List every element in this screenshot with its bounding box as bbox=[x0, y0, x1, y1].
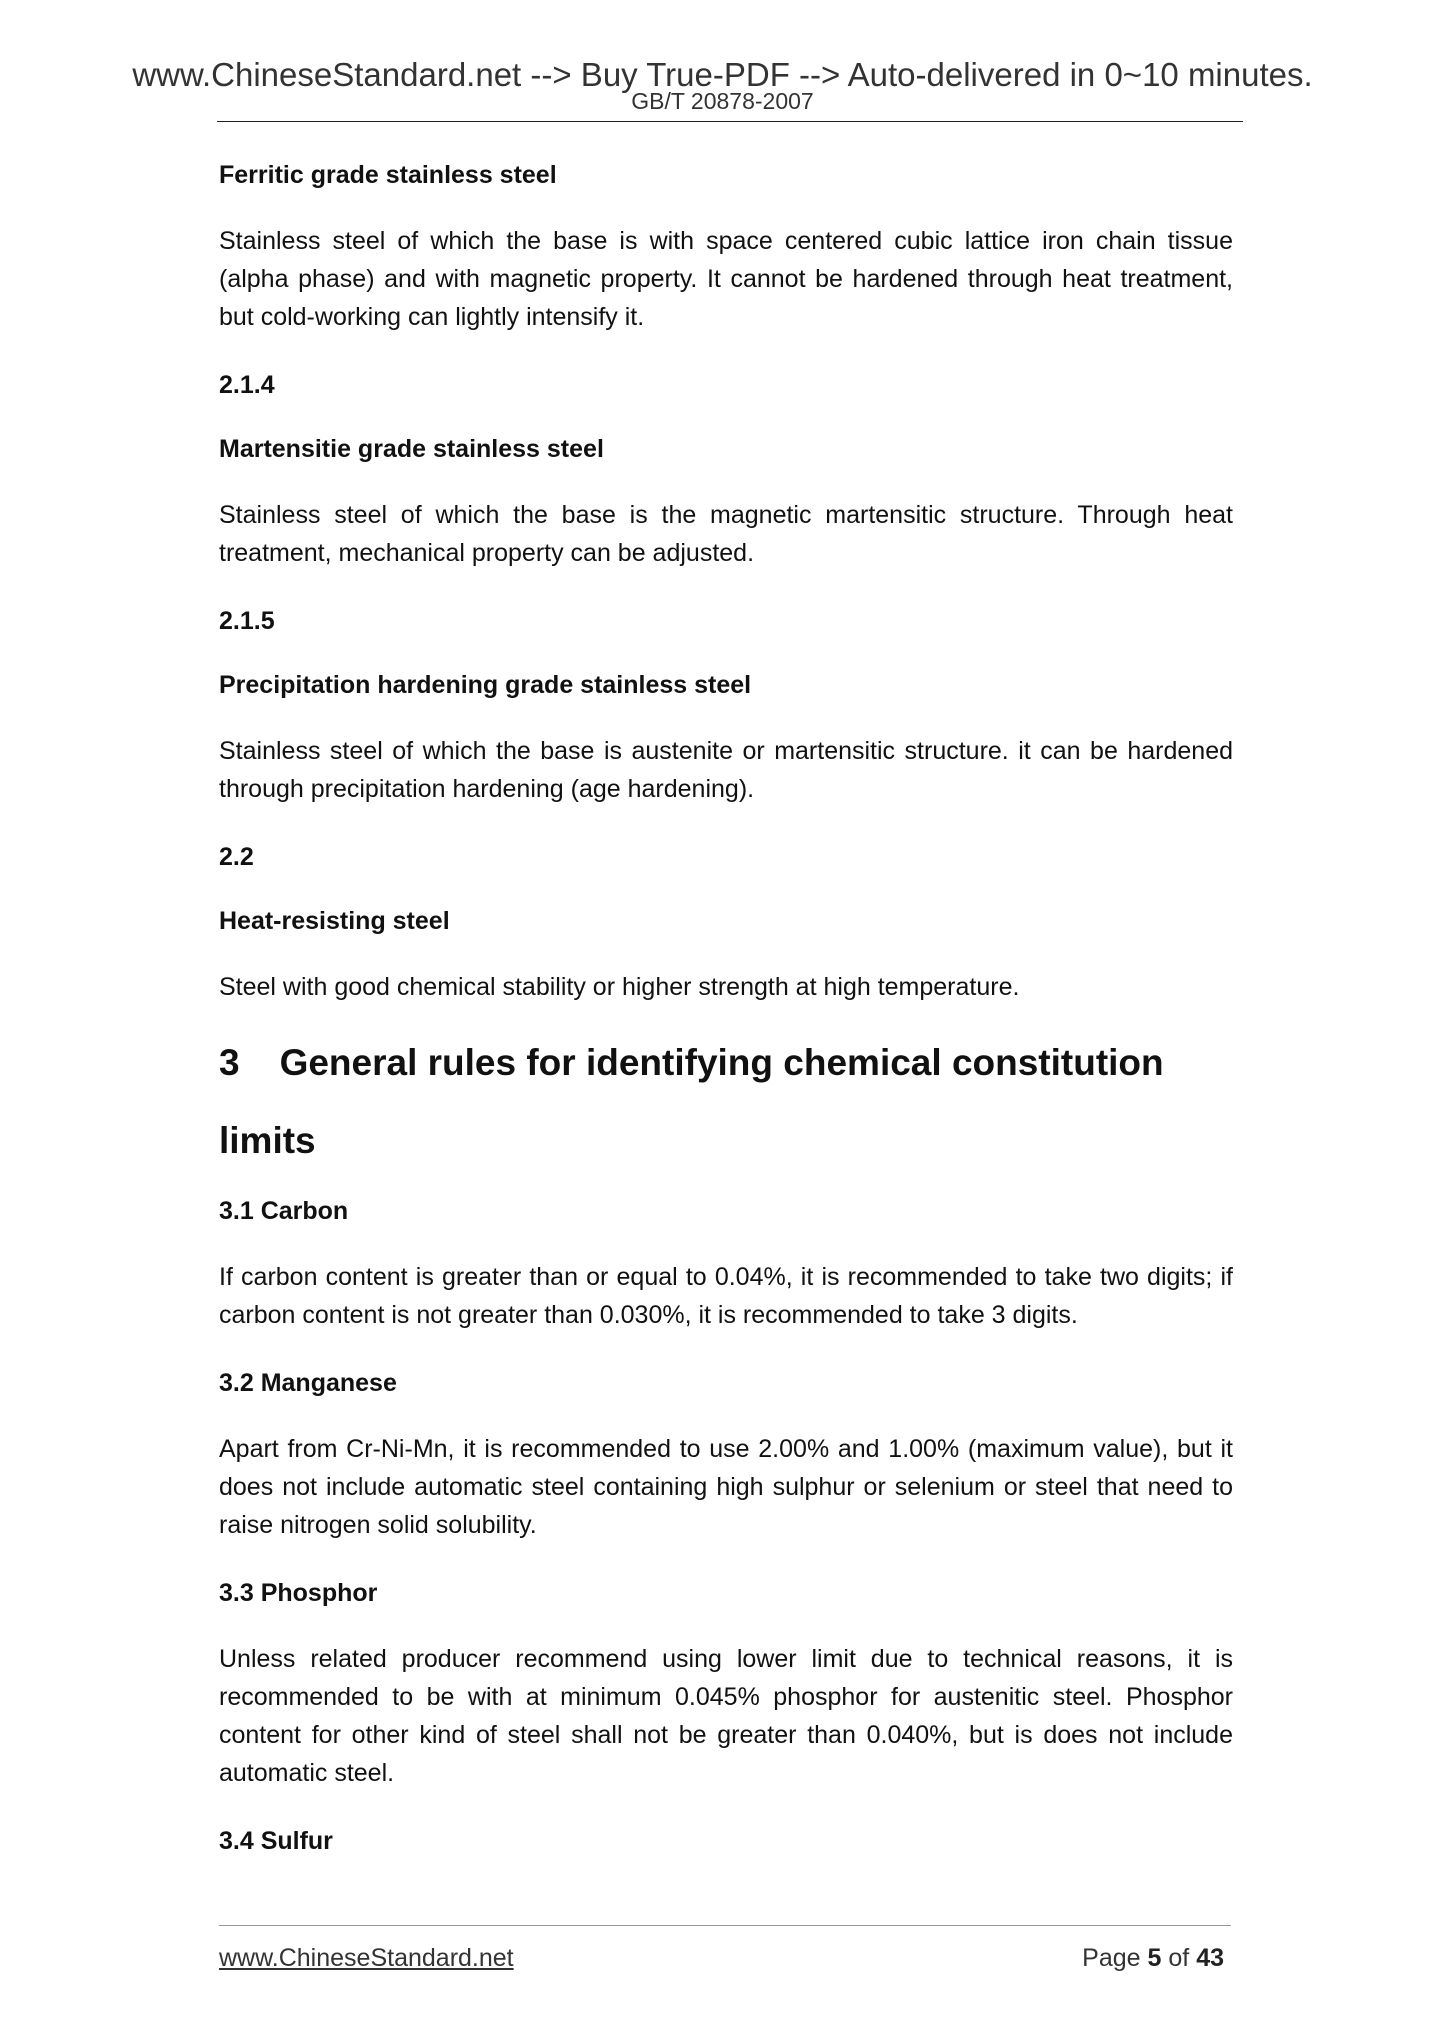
carbon-paragraph: If carbon content is greater than or equal to 0.04%, it is recommended to take two digits; if carbon content is not greater than 0.030%, it is recommended to take 3 digits. bbox=[219, 1263, 1233, 1329]
martensitie-heading: Martensitie grade stainless steel bbox=[219, 435, 604, 463]
sulfur-heading: 3.4 Sulfur bbox=[219, 1827, 333, 1855]
page-indicator bbox=[1082, 1946, 1224, 1971]
page-of: of bbox=[1168, 1944, 1190, 1972]
precipitation-heading: Precipitation hardening grade stainless steel bbox=[219, 671, 752, 699]
heat-resisting-heading: Heat-resisting steel bbox=[219, 907, 450, 935]
clause-number-2-2: 2.2 bbox=[219, 843, 254, 871]
page-current: 5 bbox=[1147, 1944, 1162, 1972]
heat-resisting-paragraph: Steel with good chemical stability or higher strength at high temperature. bbox=[219, 973, 1020, 1001]
site-banner: www.ChineseStandard.net --> Buy True-PDF --> Auto-delivered in 0~10 minutes. bbox=[132, 56, 1313, 93]
page-word: Page bbox=[1082, 1944, 1141, 1972]
footer-site-link[interactable]: www.ChineseStandard.net bbox=[219, 1944, 514, 1972]
manganese-paragraph: Apart from Cr-Ni-Mn, it is recommended to use 2.00% and 1.00% (maximum value), but it does not include automatic steel containing high sulphur or selenium or steel that need to raise nitrogen solid solubility. bbox=[219, 1435, 1233, 1539]
header-divider bbox=[217, 121, 1243, 122]
phosphor-heading: 3.3 Phosphor bbox=[219, 1579, 378, 1607]
precipitation-paragraph: Stainless steel of which the base is austenite or martensitic structure. it can be hardened through precipitation hardening (age hardening). bbox=[219, 737, 1233, 803]
standard-code: GB/T 20878-2007 bbox=[631, 88, 814, 114]
page-total: 43 bbox=[1196, 1944, 1224, 1972]
phosphor-paragraph: Unless related producer recommend using lower limit due to technical reasons, it is recommended to be with at minimum 0.045% phosphor for austenitic steel. Phosphor content for other kind of steel shall not be greater than 0.040%, but is does not include automatic steel. bbox=[219, 1645, 1233, 1787]
clause-number-2-1-4: 2.1.4 bbox=[219, 371, 275, 399]
section-3-number: 3 bbox=[219, 1042, 240, 1083]
carbon-heading: 3.1 Carbon bbox=[219, 1197, 349, 1225]
manganese-heading: 3.2 Manganese bbox=[219, 1369, 397, 1397]
document-body bbox=[219, 158, 1233, 1858]
ferritic-heading: Ferritic grade stainless steel bbox=[219, 161, 557, 189]
section-3-heading bbox=[219, 1024, 1233, 1180]
clause-number-2-1-5: 2.1.5 bbox=[219, 607, 275, 635]
section-3-title: General rules for identifying chemical constitution limits bbox=[219, 1042, 1164, 1161]
footer-divider bbox=[219, 1925, 1231, 1926]
ferritic-paragraph: Stainless steel of which the base is with space centered cubic lattice iron chain tissue (alpha phase) and with magnetic property. It cannot be hardened through heat treatment, but cold-working can lightly intensify it. bbox=[219, 227, 1233, 331]
martensitie-paragraph: Stainless steel of which the base is the magnetic martensitic structure. Through heat treatment, mechanical property can be adjusted. bbox=[219, 501, 1233, 567]
